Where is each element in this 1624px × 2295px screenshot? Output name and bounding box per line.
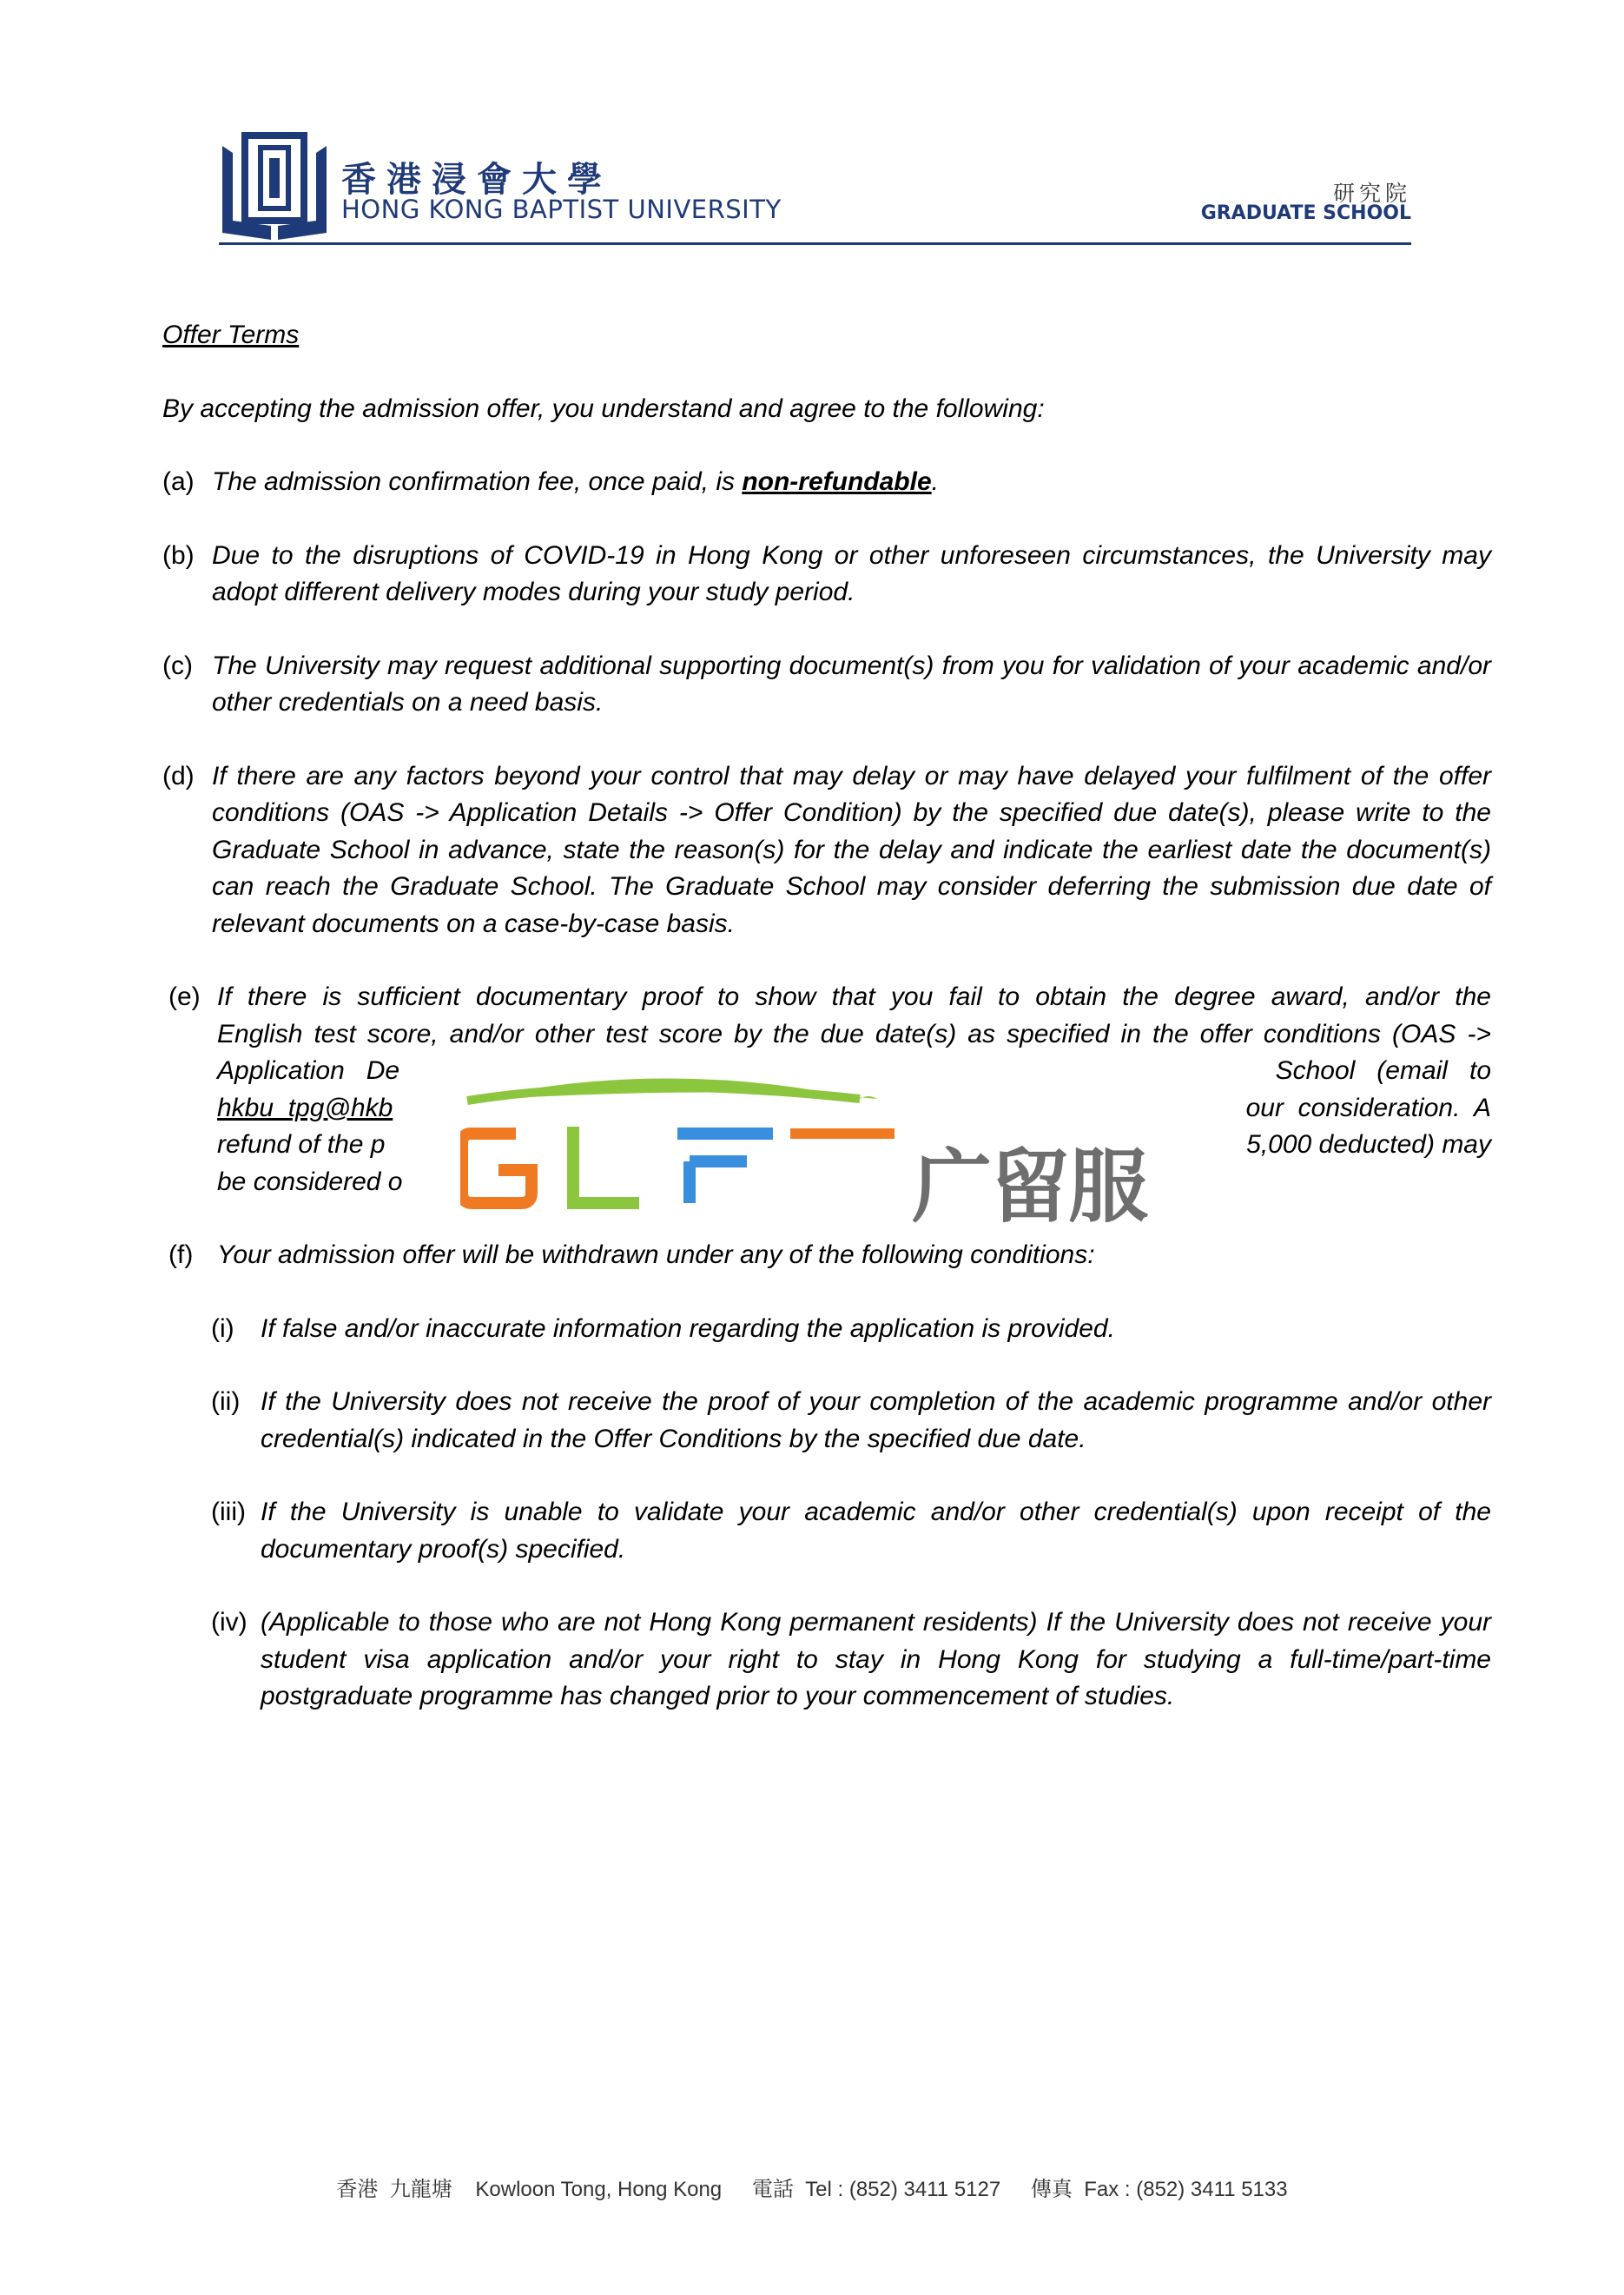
term-text: Your admission offer will be withdrawn under any of the following conditions: <box>217 1240 1095 1269</box>
condition-label: (iv) <box>211 1608 248 1637</box>
watermark-chinese-text: 广留服 <box>912 1141 1147 1233</box>
term-label: (b) <box>162 540 195 570</box>
term-line-fragment: be considered o <box>217 1167 403 1196</box>
term-line-fragment: 5,000 deducted) may <box>1246 1130 1491 1159</box>
school-name-english: GRADUATE SCHOOL <box>1200 202 1411 224</box>
university-name-english: HONG KONG BAPTIST UNIVERSITY <box>341 195 782 224</box>
footer-fax: 傳真 Fax : (852) 3411 5133 <box>1030 2178 1288 2201</box>
term-label: (e) <box>168 982 201 1011</box>
offer-terms-body <box>162 317 1491 1752</box>
condition-text: If the University does not receive the proof of your completion of the academic programme and/or other credential(s) indicated in the Offer Conditions by the specified due date. <box>261 1387 1491 1453</box>
term-line-fragment: refund of the p <box>217 1130 386 1159</box>
page-footer <box>0 2172 1624 2202</box>
term-item-a <box>162 464 1491 501</box>
term-line: If there is sufficient documentary proof to show that you fail to obtain the degree award, and/or the <box>217 982 1491 1011</box>
term-label: (a) <box>162 467 195 496</box>
withdrawal-condition-iv <box>211 1604 1491 1716</box>
condition-text: If false and/or inaccurate information regarding the application is provided. <box>261 1313 1115 1343</box>
condition-label: (iii) <box>211 1498 246 1526</box>
term-label: (f) <box>168 1240 194 1269</box>
term-line: English test score, and/or other test score by the due date(s) as specified in the offer conditions (OAS -> <box>217 1019 1491 1048</box>
school-name-chinese: 研究院 <box>1332 181 1411 206</box>
term-item-d <box>162 758 1491 943</box>
condition-label: (i) <box>211 1313 234 1343</box>
email-link-fragment[interactable]: hkbu_tpg@hkb <box>217 1093 393 1122</box>
footer-address: 香港 九龍塘 Kowloon Tong, Hong Kong <box>336 2178 723 2201</box>
withdrawal-condition-i <box>211 1311 1491 1348</box>
term-text: The University may request additional supporting document(s) from you for validation of your academic and/or other credentials on a need basis. <box>212 651 1491 717</box>
non-refundable-emphasis: non-refundable <box>742 467 932 496</box>
condition-text: If the University is unable to validate your academic and/or other credential(s) upon receipt of the documentary proof(s) specified. <box>261 1498 1491 1564</box>
withdrawal-condition-ii <box>211 1384 1491 1458</box>
glf-watermark <box>460 1073 1172 1233</box>
term-text: If there are any factors beyond your control that may delay or may have delayed your fulfilment of the offer conditions (OAS -> Application Details -> Offer Condition) by the specified due date(s), please write to the Graduate School in advance, state the reason(s) for the delay and indicate the earliest date the document(s) can reach the Graduate School. The Graduate School may consider deferring the submission due date of relevant documents on a case-by-case basis. <box>212 761 1491 938</box>
term-text-end: . <box>931 467 939 496</box>
term-text: The admission confirmation fee, once paid, is <box>212 467 743 496</box>
letterhead <box>0 0 1624 261</box>
hkbu-logo-icon <box>219 129 330 243</box>
condition-label: (ii) <box>211 1387 241 1416</box>
term-line-fragment: School (email to <box>1275 1056 1491 1085</box>
withdrawal-condition-iii <box>211 1494 1491 1568</box>
header-divider <box>219 242 1411 245</box>
intro-paragraph: By accepting the admission offer, you understand and agree to the following: <box>162 394 1045 423</box>
term-line-fragment: Application De <box>217 1056 400 1085</box>
term-line-fragment: our consideration. A <box>1245 1093 1491 1122</box>
term-item-b <box>162 538 1491 612</box>
term-item-f <box>162 1237 1491 1274</box>
university-name-chinese: 香港浸會大學 <box>341 159 612 200</box>
page-title: Offer Terms <box>162 321 300 349</box>
term-label: (c) <box>162 651 193 680</box>
term-label: (d) <box>162 761 195 790</box>
condition-text: (Applicable to those who are not Hong Kong permanent residents) If the University does not receive your student visa application and/or your right to stay in Hong Kong for studying a full-time/part-time postgraduate programme has changed prior to your commencement of studies. <box>261 1608 1491 1710</box>
term-item-c <box>162 648 1491 722</box>
footer-telephone: 電話 Tel : (852) 3411 5127 <box>751 2178 1001 2201</box>
term-text: Due to the disruptions of COVID-19 in Hong Kong or other unforeseen circumstances, the University may adopt different delivery modes during your study period. <box>212 540 1491 606</box>
